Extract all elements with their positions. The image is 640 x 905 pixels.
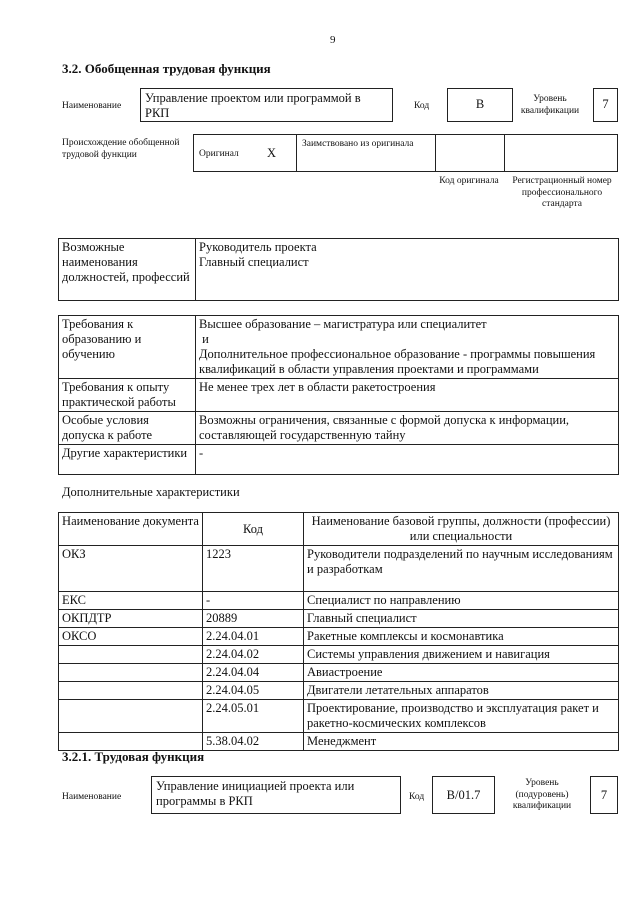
- table-row-name: Менеджмент: [304, 733, 619, 751]
- name-label: Наименование: [62, 792, 122, 802]
- table-row-code: 1223: [203, 546, 304, 592]
- table-row-doc: [59, 664, 203, 682]
- page-number: 9: [330, 34, 336, 46]
- table-row-name: Главный специалист: [304, 610, 619, 628]
- level-label: Уровень (подуровень) квалификации: [512, 778, 572, 811]
- origin-label: Происхождение обобщенной трудовой функции: [62, 138, 180, 160]
- level-label: Уровень квалификации: [520, 94, 580, 116]
- req-line: Дополнительное профессиональное образование - программы повышения квалификаций в области управления проектами и программами: [199, 347, 596, 376]
- table-row-doc: [59, 646, 203, 664]
- table-row-doc: [59, 700, 203, 733]
- table-row-code: 20889: [203, 610, 304, 628]
- code-value: B/01.7: [432, 776, 495, 814]
- table-row-code: 2.24.05.01: [203, 700, 304, 733]
- name-value: Управление проектом или программой в РКП: [140, 88, 393, 122]
- table-row-code: -: [203, 592, 304, 610]
- reg-number-caption: Регистрационный номер профессионального стандарта: [512, 176, 612, 209]
- code-label: Код: [414, 101, 430, 111]
- req-line: Не менее трех лет в области ракетостроения: [199, 380, 436, 394]
- section-heading: 3.2. Обобщенная трудовая функция: [62, 61, 271, 76]
- table-row-doc: ОКПДТР: [59, 610, 203, 628]
- table-row-name: Специалист по направлению: [304, 592, 619, 610]
- req-line: Высшее образование – магистратура или специалитет: [199, 317, 487, 331]
- req-value: [196, 379, 619, 412]
- col-header: Код: [203, 513, 304, 546]
- level-value: 7: [593, 88, 618, 122]
- req-value: [196, 412, 619, 445]
- table-row-code: 2.24.04.04: [203, 664, 304, 682]
- requirements-table: [58, 315, 619, 475]
- table-row-name: Проектирование, производство и эксплуатация ракет и ракетно-космических комплексов: [304, 700, 619, 733]
- table-row-doc: [59, 682, 203, 700]
- req-value: [196, 316, 619, 379]
- table-row-name: Двигатели летательных аппаратов: [304, 682, 619, 700]
- table-row-name: Руководители подразделений по научным исследованиям и разработкам: [304, 546, 619, 592]
- table-row-doc: [59, 733, 203, 751]
- table-row-code: 5.38.04.02: [203, 733, 304, 751]
- code-original-caption: Код оригинала: [439, 176, 499, 186]
- table-row-doc: ОКЗ: [59, 546, 203, 592]
- divider: [504, 135, 505, 171]
- req-label: Требования к опыту практической работы: [59, 379, 196, 412]
- req-line: Возможны ограничения, связанные с формой допуска к информации, составляющей государственную тайну: [199, 413, 570, 442]
- name-value: Управление инициацией проекта или программы в РКП: [151, 776, 401, 814]
- table-row-code: 2.24.04.05: [203, 682, 304, 700]
- table-row-name: Системы управления движением и навигация: [304, 646, 619, 664]
- table-row-doc: ЕКС: [59, 592, 203, 610]
- table-row-code: 2.24.04.02: [203, 646, 304, 664]
- req-label: Требования к образованию и обучению: [59, 316, 196, 379]
- req-line: -: [199, 446, 204, 460]
- positions-line: Главный специалист: [199, 255, 309, 269]
- divider: [435, 135, 436, 171]
- table-row-name: Ракетные комплексы и космонавтика: [304, 628, 619, 646]
- level-value: 7: [590, 776, 618, 814]
- positions-table: [58, 238, 619, 301]
- code-value: B: [447, 88, 513, 122]
- divider: [296, 135, 297, 171]
- subsection-heading: 3.2.1. Трудовая функция: [62, 749, 205, 764]
- additional-table: [58, 512, 619, 751]
- col-header: Наименование документа: [59, 513, 203, 546]
- table-row-name: Авиастроение: [304, 664, 619, 682]
- original-mark: X: [267, 146, 277, 160]
- col-header: Наименование базовой группы, должности (профессии) или специальности: [304, 513, 619, 546]
- req-value: [196, 445, 619, 475]
- positions-line: Руководитель проекта: [199, 240, 317, 254]
- req-label: Особые условия допуска к работе: [59, 412, 196, 445]
- origin-box: [193, 134, 618, 172]
- name-label: Наименование: [62, 101, 122, 111]
- req-label: Другие характеристики: [59, 445, 196, 475]
- table-row-code: 2.24.04.01: [203, 628, 304, 646]
- positions-label: Возможные наименования должностей, профессий: [59, 239, 196, 301]
- code-label: Код: [409, 792, 425, 802]
- table-row-doc: ОКСО: [59, 628, 203, 646]
- original-label: Оригинал: [199, 149, 239, 159]
- req-line: и: [199, 332, 209, 346]
- positions-value: [196, 239, 619, 301]
- borrowed-label: Заимствовано из оригинала: [302, 139, 414, 149]
- additional-title: Дополнительные характеристики: [62, 485, 240, 499]
